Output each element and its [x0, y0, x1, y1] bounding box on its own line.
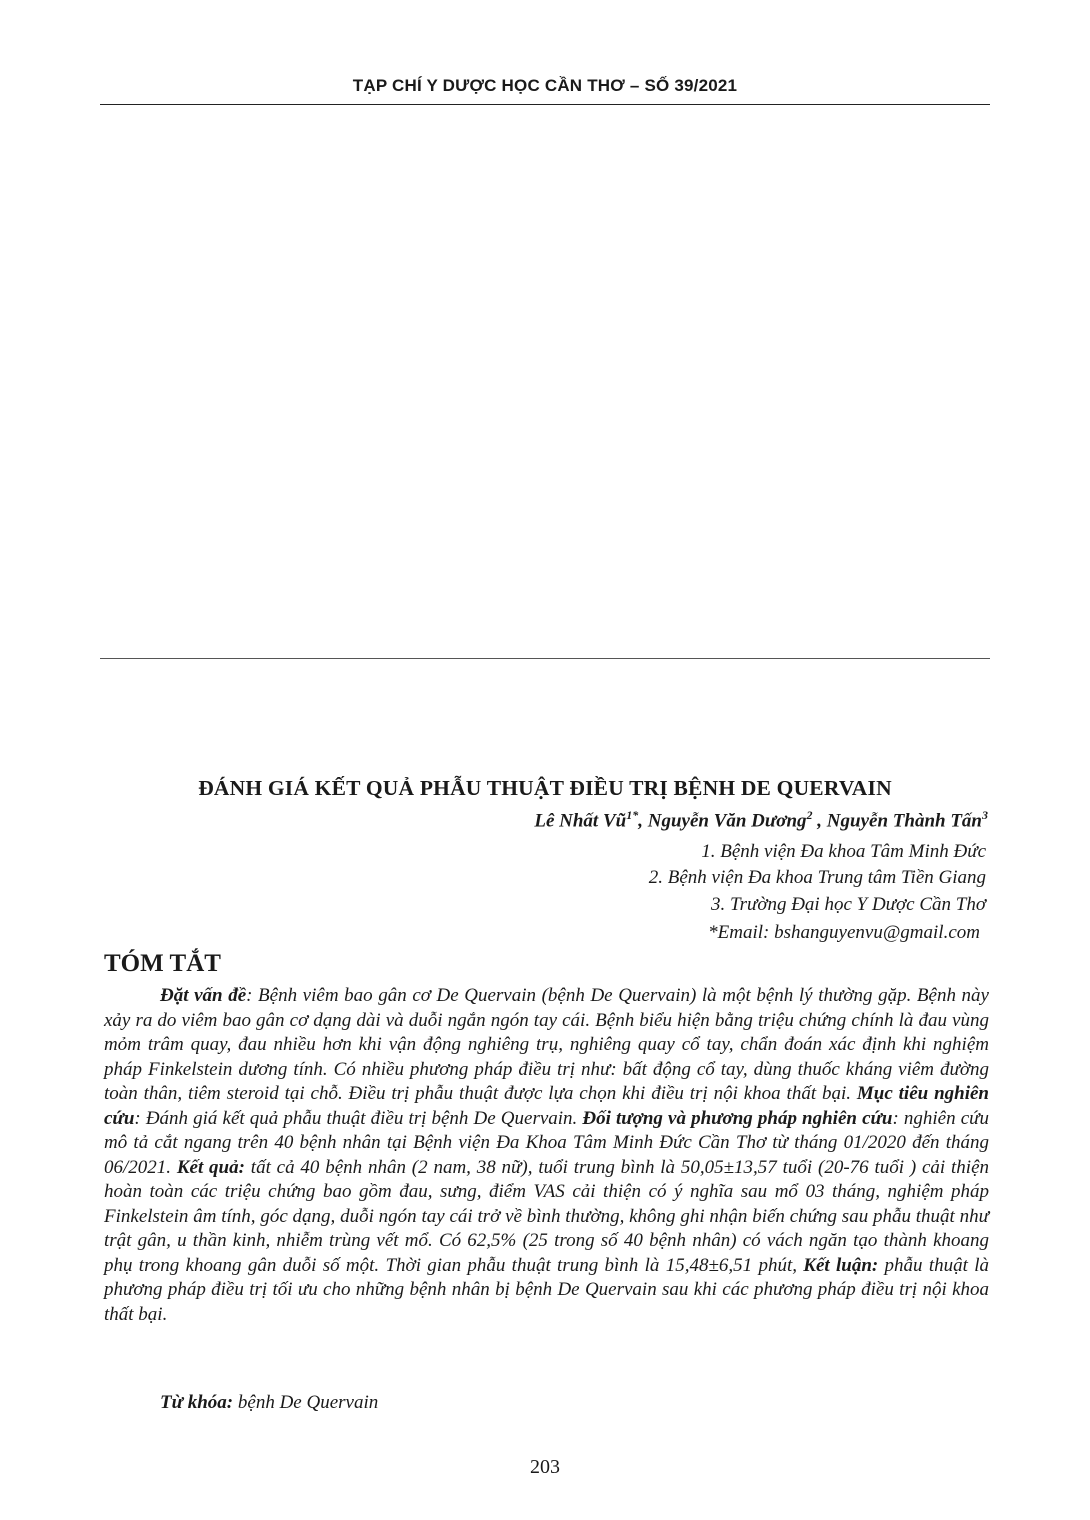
author-separator: ,: [638, 810, 648, 832]
affiliation-3: 3. Trường Đại học Y Dược Cần Thơ: [711, 894, 986, 915]
intro-label: Đặt vấn đề: [160, 985, 247, 1006]
keywords: [160, 1392, 378, 1414]
running-header: TẠP CHÍ Y DƯỢC HỌC CẦN THƠ – SỐ 39/2021: [352, 76, 738, 95]
page-number: 203: [530, 1456, 560, 1478]
author-name: Nguyễn Văn Dương: [647, 810, 807, 832]
affiliation-1: 1. Bệnh viện Đa khoa Tâm Minh Đức: [701, 841, 986, 862]
methods-label: Đối tượng và phương pháp nghiên cứu: [582, 1107, 893, 1129]
objective-label: Mục tiêu nghiên cứu: [104, 1083, 989, 1129]
abstract-body: [104, 984, 989, 1327]
methods-text: : nghiên cứu mô tả cắt ngang trên 40 bệnh nhân tại Bệnh viện Đa Khoa Tâm Minh Đức Cần Thơ từ tháng 01/2020 đến tháng 06/2021.: [104, 1107, 989, 1178]
article-title: ĐÁNH GIÁ KẾT QUẢ PHẪU THUẬT ĐIỀU TRỊ BỆNH DE QUERVAIN: [198, 776, 892, 800]
conclusion-label: Kết luận:: [803, 1254, 879, 1276]
author-list: [534, 808, 988, 832]
keywords-text: bệnh De Quervain: [233, 1392, 379, 1413]
author-affiliation-mark: 3: [982, 808, 988, 822]
abstract-paragraph: [104, 984, 989, 1327]
author-affiliation-mark: 2: [806, 808, 813, 822]
author-name: Nguyễn Thành Tấn: [826, 810, 982, 832]
results-text: tất cả 40 bệnh nhân (2 nam, 38 nữ), tuổi trung bình là 50,05±13,57 tuổi (20-76 tuổi ) cải thiện hoàn toàn các triệu chứng bao gồm đau, sưng, điểm VAS cải thiện có ý nghĩa sau mổ 03 tháng, nghiệm pháp Finkelstein âm tính, góc dạng, duỗi ngón tay cái trở về bình thường, không ghi nhận biến chứng sau phẫu thuật như trật gân, u thần kinh, nhiễm trùng vết mổ. Có 62,5% (25 trong số 40 bệnh nhân) có vách ngăn tạo thành khoang phụ trong khoang gân duỗi số một. Thời gian phẫu thuật trung bình là 15,48±6,51 phút,: [104, 1156, 990, 1276]
objective-text: : Đánh giá kết quả phẫu thuật điều trị bệnh De Quervain.: [134, 1107, 583, 1129]
conclusion-text: phẫu thuật là phương pháp điều trị tối ưu cho những bệnh nhân bị bệnh De Quervain sau khi các phương pháp điều trị nội khoa thất bại.: [104, 1254, 989, 1325]
affiliation-2: 2. Bệnh viện Đa khoa Trung tâm Tiền Giang: [648, 867, 986, 888]
author-name: Lê Nhất Vũ: [534, 810, 627, 832]
author-separator: ,: [812, 810, 827, 832]
keywords-label: Từ khóa:: [160, 1392, 234, 1413]
header-rule: [100, 104, 990, 105]
corresponding-email: *Email: bshanguyenvu@gmail.com: [708, 922, 980, 943]
intro-text: : Bệnh viêm bao gân cơ De Quervain (bệnh De Quervain) là một bệnh lý thường gặp. Bệnh này xảy ra do viêm bao gân cơ dạng dài và duỗi ngắn ngón tay cái. Bệnh biểu hiện bằng triệu chứng chính là đau vùng mỏm trâm quay, đau nhiều hơn khi vận động nghiêng trụ, nghiêng quay cổ tay, chẩn đoán xác định khi nghiệm pháp Finkelstein dương tính. Có nhiều phương pháp điều trị như: bất động cổ tay, dùng thuốc kháng viêm đường toàn thân, tiêm steroid tại chỗ. Điều trị phẫu thuật được lựa chọn khi điều trị nội khoa thất bại.: [104, 985, 989, 1104]
divider-rule: [100, 658, 990, 659]
author-affiliation-mark: 1*: [626, 808, 639, 822]
abstract-heading: TÓM TẮT: [104, 950, 221, 977]
results-label: Kết quả:: [176, 1156, 245, 1178]
